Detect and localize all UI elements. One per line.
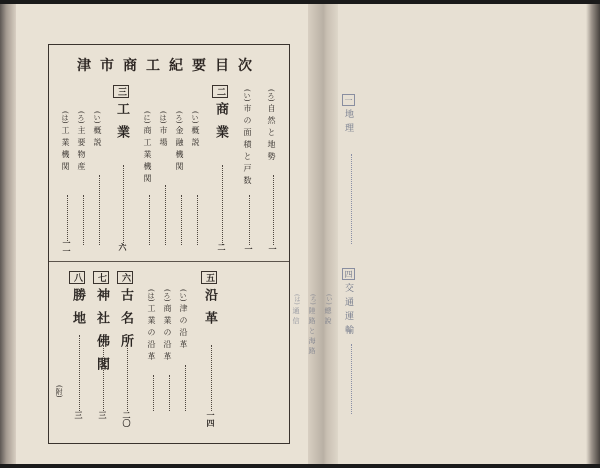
toc-section: 六古名所	[118, 273, 133, 357]
dot-leader	[127, 345, 128, 411]
toc-section: 二商業	[213, 87, 228, 148]
toc-frame	[48, 44, 290, 444]
toc-entry: (は)市場	[159, 111, 168, 151]
toc-entry: (い)津の沿革	[179, 289, 188, 353]
dot-leader	[123, 165, 124, 245]
page-number: 三	[74, 411, 84, 419]
toc-entry: (い)總說	[324, 294, 332, 327]
toc-entry: (は)通信	[292, 294, 300, 327]
dot-leader	[169, 375, 170, 411]
dot-leader	[351, 154, 352, 244]
dot-leader	[67, 195, 68, 241]
dot-leader	[249, 195, 250, 245]
dot-leader	[153, 375, 154, 411]
toc-entry: (ろ)陸路と海路	[308, 294, 316, 357]
toc-section: 四交通運輸	[343, 270, 353, 339]
page-number: 二〇	[122, 411, 132, 427]
dot-leader	[197, 195, 198, 245]
dot-leader	[273, 175, 274, 245]
toc-entry: (に)商工業機関	[143, 111, 152, 187]
page-number: 二	[217, 243, 227, 251]
toc-title: 津市商工紀要目次	[77, 58, 261, 74]
page-number: 三	[98, 411, 108, 419]
dot-leader	[99, 175, 100, 245]
toc-entry: (い)概説	[191, 111, 200, 151]
dot-leader	[103, 345, 104, 411]
toc-section: 一地理	[343, 96, 353, 137]
dot-leader	[211, 345, 212, 411]
toc-section: 三工業	[114, 87, 129, 148]
toc-section: 七神社佛閣	[94, 273, 109, 380]
toc-entry: (ろ)主要物産	[77, 111, 86, 175]
toc-entry: (い)概説	[93, 111, 102, 151]
toc-entry: (ろ)金融機関	[175, 111, 184, 175]
page-number: 一四	[206, 411, 216, 427]
dot-leader	[222, 165, 223, 245]
page-number: 一	[244, 245, 254, 253]
toc-section: 八勝地	[70, 273, 85, 334]
dot-leader	[185, 365, 186, 411]
dot-leader	[351, 344, 352, 414]
book-gutter	[308, 4, 342, 464]
dot-leader	[181, 195, 182, 245]
page-number: 一一	[62, 239, 72, 255]
right-page-showthrough	[292, 4, 600, 464]
dot-leader	[149, 195, 150, 245]
toc-entry: (い)市の面積と戸数	[243, 89, 252, 189]
toc-entry: (附)	[55, 385, 63, 398]
toc-entry: (は)工業の沿革	[147, 289, 156, 365]
toc-entry: (ろ)自然と地勢	[267, 89, 276, 165]
dot-leader	[83, 195, 84, 245]
page-number: 一	[268, 245, 278, 253]
section-divider	[49, 261, 289, 262]
page-number: 六	[118, 243, 128, 251]
dot-leader	[165, 185, 166, 245]
dot-leader	[79, 335, 80, 411]
toc-entry: (ろ)商業の沿革	[163, 289, 172, 365]
toc-entry: (は)工業機関	[61, 111, 70, 175]
toc-section: 五沿革	[202, 273, 217, 334]
left-page	[0, 4, 322, 464]
